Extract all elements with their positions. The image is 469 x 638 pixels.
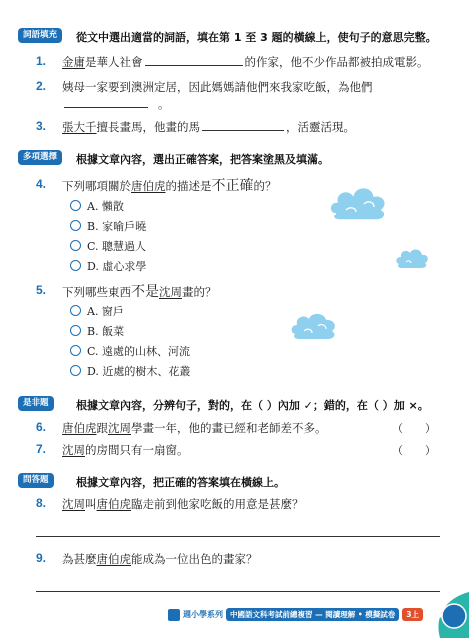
proper-noun: 金庸 xyxy=(62,55,85,69)
question-text: 是華人社會 xyxy=(85,55,143,69)
radio-circle-icon[interactable] xyxy=(70,240,81,251)
proper-noun: 唐伯虎 xyxy=(96,552,131,566)
option-a[interactable]: A. 窗戶 xyxy=(70,303,124,319)
section-tag-true-false: 是非題 xyxy=(18,396,54,411)
question-text: 下列哪些東西 xyxy=(62,285,131,299)
cloud-icon xyxy=(394,246,430,270)
option-d[interactable]: D. 虛心求學 xyxy=(70,258,146,274)
series-name: 週小學系列 xyxy=(183,610,223,619)
answer-parentheses[interactable]: （ ） xyxy=(392,422,436,435)
radio-circle-icon[interactable] xyxy=(70,200,81,211)
radio-circle-icon[interactable] xyxy=(70,220,81,231)
question-text: 的？ xyxy=(253,179,277,193)
option-a[interactable]: A. 懶散 xyxy=(70,198,124,214)
radio-circle-icon[interactable] xyxy=(70,305,81,316)
proper-noun: 沈周 xyxy=(62,443,85,457)
series-logo-icon xyxy=(168,609,180,621)
proper-noun: 唐伯虎 xyxy=(96,497,131,511)
emphasis-text: 不是 xyxy=(131,284,159,300)
question-text: 下列哪項關於 xyxy=(62,179,131,193)
section-tag-fill-in: 詞語填充 xyxy=(18,28,62,43)
section-instruction: 從文中選出適當的詞語，填在第 1 至 3 題的橫線上，使句子的意思完整。 xyxy=(76,31,437,44)
radio-circle-icon[interactable] xyxy=(70,345,81,356)
period: 。 xyxy=(158,97,170,111)
radio-circle-icon[interactable] xyxy=(70,260,81,271)
option-c[interactable]: C. 遠處的山林、河流 xyxy=(70,343,190,359)
option-c[interactable]: C. 聰慧過人 xyxy=(70,238,146,254)
question-number: 4. xyxy=(36,177,47,191)
question-1-text xyxy=(62,54,429,70)
question-text: 學畫一年，他的畫已經和老師差不多。 xyxy=(131,421,327,435)
option-b[interactable]: B. 飯菜 xyxy=(70,323,124,339)
question-number: 6. xyxy=(36,420,47,434)
page-footer xyxy=(168,607,423,622)
proper-noun: 沈周 xyxy=(159,285,182,299)
question-text: 的作家，他不少作品都被拍成電影。 xyxy=(244,55,429,69)
option-d[interactable]: D. 近處的樹木、花叢 xyxy=(70,363,190,379)
question-text: 的描述是 xyxy=(165,179,212,193)
section-instruction: 根據文章內容，分辨句子，對的，在（ ）內加 ✓；錯的，在（ ）加 ×。 xyxy=(76,399,429,412)
question-number: 2. xyxy=(36,79,47,93)
option-b[interactable]: B. 家喻戶曉 xyxy=(70,218,146,234)
question-6-text xyxy=(62,420,327,436)
question-text: 畫的？ xyxy=(182,285,217,299)
question-text: ，活靈活現。 xyxy=(286,120,355,134)
section-instruction: 根據文章內容，把正確的答案填在橫線上。 xyxy=(76,476,285,489)
question-2-text: 姨母一家要到澳洲定居，因此媽媽請他們來我家吃飯，為他們 xyxy=(62,80,373,94)
proper-noun: 唐伯虎 xyxy=(131,179,166,193)
proper-noun: 張大千 xyxy=(62,120,97,134)
question-text: 能成為一位出色的畫家？ xyxy=(131,552,258,566)
grade-badge: 3上 xyxy=(402,608,423,621)
emphasis-text: 不正確 xyxy=(211,178,254,194)
answer-parentheses[interactable]: （ ） xyxy=(392,444,436,457)
question-number: 3. xyxy=(36,119,47,133)
question-2-line2 xyxy=(62,96,170,112)
proper-noun: 沈周 xyxy=(108,421,131,435)
section-tag-short-answer: 問答題 xyxy=(18,473,54,488)
question-number: 1. xyxy=(36,54,47,68)
question-text: 跟 xyxy=(96,421,108,435)
proper-noun: 沈周 xyxy=(62,497,85,511)
book-title: 中國語文科考試前總複習 — 閱讀理解 • 模擬試卷 xyxy=(226,608,399,621)
cloud-icon xyxy=(326,180,392,224)
question-3-text xyxy=(62,119,355,135)
cloud-icon xyxy=(288,308,340,342)
question-8-text xyxy=(62,496,304,512)
question-text: 叫 xyxy=(85,497,97,511)
answer-blank[interactable] xyxy=(64,96,148,108)
question-number: 7. xyxy=(36,442,47,456)
question-number: 5. xyxy=(36,283,47,297)
answer-blank[interactable] xyxy=(202,119,284,131)
question-4-text xyxy=(62,175,277,195)
page-number: 15 xyxy=(429,609,443,621)
answer-blank[interactable] xyxy=(145,54,243,66)
question-7-text xyxy=(62,442,189,458)
question-text: 擅長畫馬，他畫的馬 xyxy=(96,120,200,134)
question-text: 為甚麼 xyxy=(62,552,97,566)
question-5-text xyxy=(62,281,217,301)
answer-line[interactable] xyxy=(36,591,440,592)
radio-circle-icon[interactable] xyxy=(70,325,81,336)
section-tag-multiple-choice: 多項選擇 xyxy=(18,150,62,165)
question-number: 9. xyxy=(36,551,47,565)
question-text: 的房間只有一扇窗。 xyxy=(85,443,189,457)
radio-circle-icon[interactable] xyxy=(70,365,81,376)
question-number: 8. xyxy=(36,496,47,510)
answer-line[interactable] xyxy=(36,536,440,537)
question-9-text xyxy=(62,551,258,567)
section-instruction: 根據文章內容，選出正確答案，把答案塗黑及填滿。 xyxy=(76,153,329,166)
proper-noun: 唐伯虎 xyxy=(62,421,97,435)
question-text: 臨走前到他家吃飯的用意是甚麼？ xyxy=(131,497,304,511)
